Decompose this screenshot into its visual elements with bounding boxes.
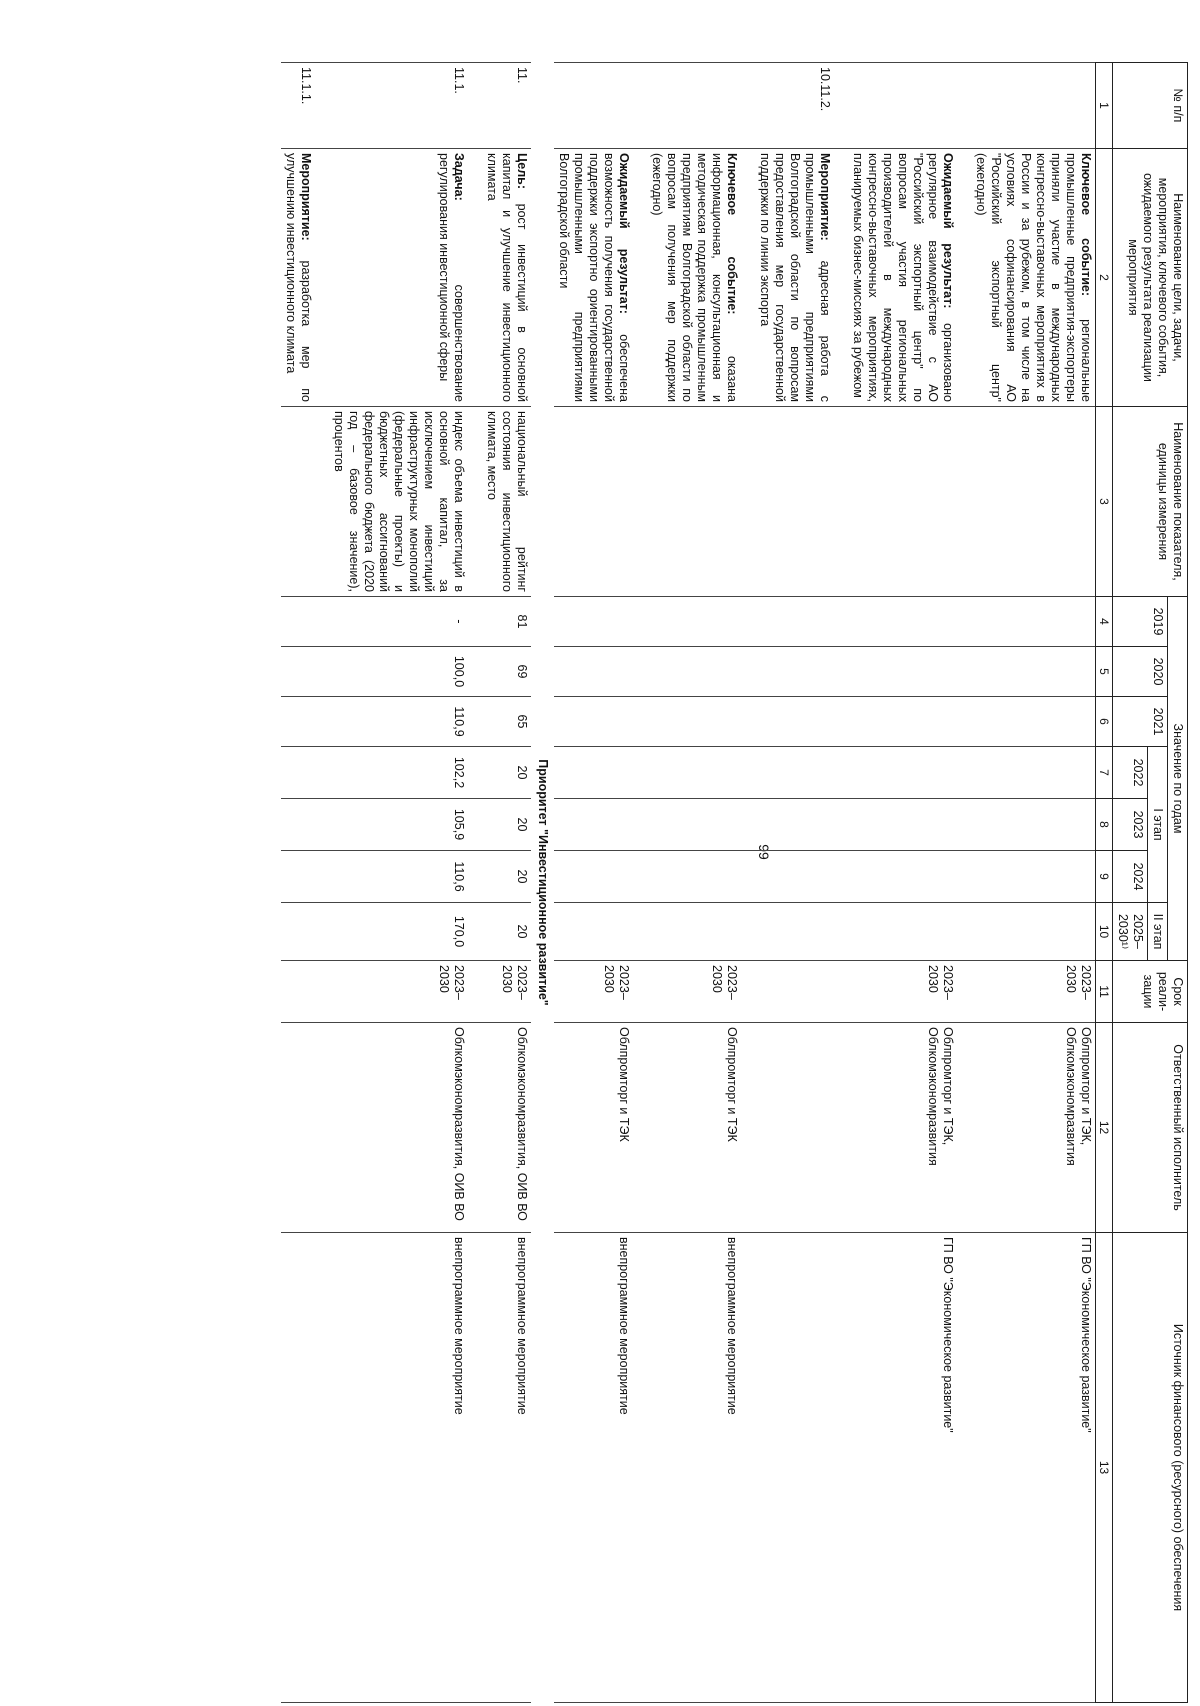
priority-title: Приоритет "Инвестиционное развитие" — [535, 759, 550, 1006]
row-description — [281, 149, 315, 407]
row-num: 11. — [482, 63, 531, 149]
column-number: 10 — [1095, 903, 1112, 961]
row-indicator: национальный рейтинг состояния инвестиционного климата, место — [482, 407, 531, 597]
row-text: адресная работа с промышленными предприятиями Волгоградской области по вопросам предоставления мер государственной поддержки по линии экспорта — [757, 153, 832, 402]
row-source: внепрограммное мероприятие — [554, 1233, 633, 1703]
row-description — [647, 149, 741, 407]
column-numbers-row — [1095, 63, 1112, 1703]
column-number: 12 — [1095, 1023, 1112, 1233]
header-stage1: I этап — [1148, 747, 1168, 903]
table-row — [755, 63, 834, 1703]
row-label: Задача: — [451, 153, 466, 201]
row-label: Ключевое событие: — [1078, 153, 1093, 297]
row-source: внепрограммное мероприятие — [329, 1233, 468, 1703]
column-number: 5 — [1095, 647, 1112, 697]
row-term: 2023–2030 — [647, 961, 741, 1023]
page-number: 99 — [756, 844, 772, 860]
value-2023: 20 — [482, 799, 531, 851]
row-description — [971, 149, 1096, 407]
header-2019: 2019 — [1113, 597, 1168, 647]
header-num: № п/п — [1113, 63, 1188, 149]
value-2019: - — [329, 597, 468, 647]
table-row — [848, 63, 957, 1703]
row-num — [971, 63, 1096, 149]
row-label: Ожидаемый результат: — [616, 153, 631, 314]
header-responsible: Ответственный исполнитель — [1113, 1023, 1188, 1233]
row-num — [848, 63, 957, 149]
header-2022: 2022 — [1113, 747, 1148, 799]
header-2025-2030: 2025–2030¹⁾ — [1113, 903, 1148, 961]
value-2024: 110,6 — [329, 851, 468, 903]
header-2021: 2021 — [1113, 697, 1168, 747]
row-text: совершенствование регулирования инвестиционной сферы — [436, 153, 466, 402]
column-number: 11 — [1095, 961, 1112, 1023]
row-term: 2023–2030 — [554, 961, 633, 1023]
column-number: 1 — [1095, 63, 1112, 149]
row-text: организовано регулярное взаимодействие с АО "Российский экспортный центр" по вопросам участия региональных производителей в международных конгрессно-выставочных мероприятиях, планируемых бизнес-миссиях за рубежом — [850, 153, 955, 402]
value-2024: 20 — [482, 851, 531, 903]
priority-row — [531, 63, 554, 1703]
header-name: Наименование цели, задачи, мероприятия, ключевого события, ожидаемого результата реализации мероприятия — [1113, 149, 1188, 407]
table-row — [971, 63, 1096, 1703]
value-2021: 110,9 — [329, 697, 468, 747]
row-num: 11.1.1. — [281, 63, 315, 149]
row-responsible: Облкомэкономразвития, ОИВ ВО — [482, 1023, 531, 1233]
value-2025-2030: 170,0 — [329, 903, 468, 961]
column-number: 3 — [1095, 407, 1112, 597]
row-description — [848, 149, 957, 407]
row-term: 2023–2030 — [329, 961, 468, 1023]
table-row — [329, 63, 468, 1703]
row-num — [647, 63, 741, 149]
value-2020: 100,0 — [329, 647, 468, 697]
row-label: Мероприятие: — [817, 153, 832, 241]
table-row — [554, 63, 633, 1703]
row-description — [755, 149, 834, 407]
row-responsible: Облпромторг и ТЭК, Облкомэкономразвития — [971, 1023, 1096, 1233]
row-responsible: Облпромторг и ТЭК — [647, 1023, 741, 1233]
value-2021: 65 — [482, 697, 531, 747]
row-text: рост инвестиций в основной капитал и улучшение инвестиционного климата — [484, 153, 529, 402]
row-text: оказана информационная, консультационная и методическая поддержка промышленным предприятиям Волгоградской области по вопросам получения мер поддержки (ежегодно) — [649, 153, 739, 402]
column-number: 2 — [1095, 149, 1112, 407]
value-2020: 69 — [482, 647, 531, 697]
header-indicator: Наименование показателя, единицы измерения — [1113, 407, 1188, 597]
column-number: 7 — [1095, 747, 1112, 799]
row-responsible: Облпромторг и ТЭК, Облкомэкономразвития — [848, 1023, 957, 1233]
value-2023: 105,9 — [329, 799, 468, 851]
table-body — [281, 63, 1096, 1703]
row-description — [554, 149, 633, 407]
value-2019: 81 — [482, 597, 531, 647]
value-2025-2030: 20 — [482, 903, 531, 961]
header-2020: 2020 — [1113, 647, 1168, 697]
row-label: Ключевое событие: — [724, 153, 739, 315]
row-text: разработка мер по улучшению инвестиционного климата — [283, 153, 313, 402]
table-header — [1095, 63, 1187, 1703]
header-source: Источник финансового (ресурсного) обеспечения — [1113, 1233, 1188, 1703]
row-responsible: Облкомэкономразвития, ОИВ ВО — [329, 1023, 468, 1233]
row-term: 2023–2030 — [971, 961, 1096, 1023]
column-number: 9 — [1095, 851, 1112, 903]
row-responsible: Облпромторг и ТЭК — [554, 1023, 633, 1233]
row-label: Ожидаемый результат: — [940, 153, 955, 309]
header-stage2: II этап — [1148, 903, 1168, 961]
row-source: ГП ВО "Экономическое развитие" — [848, 1233, 957, 1703]
row-indicator: индекс объема инвестиций в основной капитал, за исключением инвестиций инфраструктурных монополий (федеральные проекты) и бюджетных ассигнований федерального бюджета (2020 год – базовое значение), процентов — [329, 407, 468, 597]
row-term: 2023–2030 — [848, 961, 957, 1023]
column-number: 8 — [1095, 799, 1112, 851]
row-text: обеспечена возможность получения государственной поддержки экспортно ориентированными промышленными предприятиями Волгоградской области — [556, 153, 631, 402]
row-description — [329, 149, 468, 407]
rotated-table-sheet — [108, 62, 1188, 1702]
program-table — [281, 62, 1188, 1703]
header-term: Срок реали-зации — [1113, 961, 1188, 1023]
row-source: ГП ВО "Экономическое развитие" — [971, 1233, 1096, 1703]
row-term: 2023–2030 — [482, 961, 531, 1023]
value-2022: 102,2 — [329, 747, 468, 799]
table-row — [482, 63, 531, 1703]
table-row — [647, 63, 741, 1703]
row-source: внепрограммное мероприятие — [482, 1233, 531, 1703]
header-values: Значение по годам — [1168, 597, 1188, 961]
table-row — [281, 63, 315, 1703]
row-description — [482, 149, 531, 407]
row-num — [554, 63, 633, 149]
row-num: 10.11.2. — [755, 63, 834, 149]
row-source: внепрограммное мероприятие — [647, 1233, 741, 1703]
column-number: 6 — [1095, 697, 1112, 747]
value-2022: 20 — [482, 747, 531, 799]
column-number: 4 — [1095, 597, 1112, 647]
header-2023: 2023 — [1113, 799, 1148, 851]
row-label: Цель: — [514, 153, 529, 190]
row-text: региональные промышленные предприятия-экспортеры приняли участие в международных конгрессно-выставочных мероприятиях в России и за рубежом, в том числе на условиях софинансирования АО "Российский экспортный центр" (ежегодно) — [973, 153, 1093, 402]
header-2024: 2024 — [1113, 851, 1148, 903]
column-number: 13 — [1095, 1233, 1112, 1703]
row-num: 11.1. — [329, 63, 468, 149]
row-label: Мероприятие: — [298, 153, 313, 241]
